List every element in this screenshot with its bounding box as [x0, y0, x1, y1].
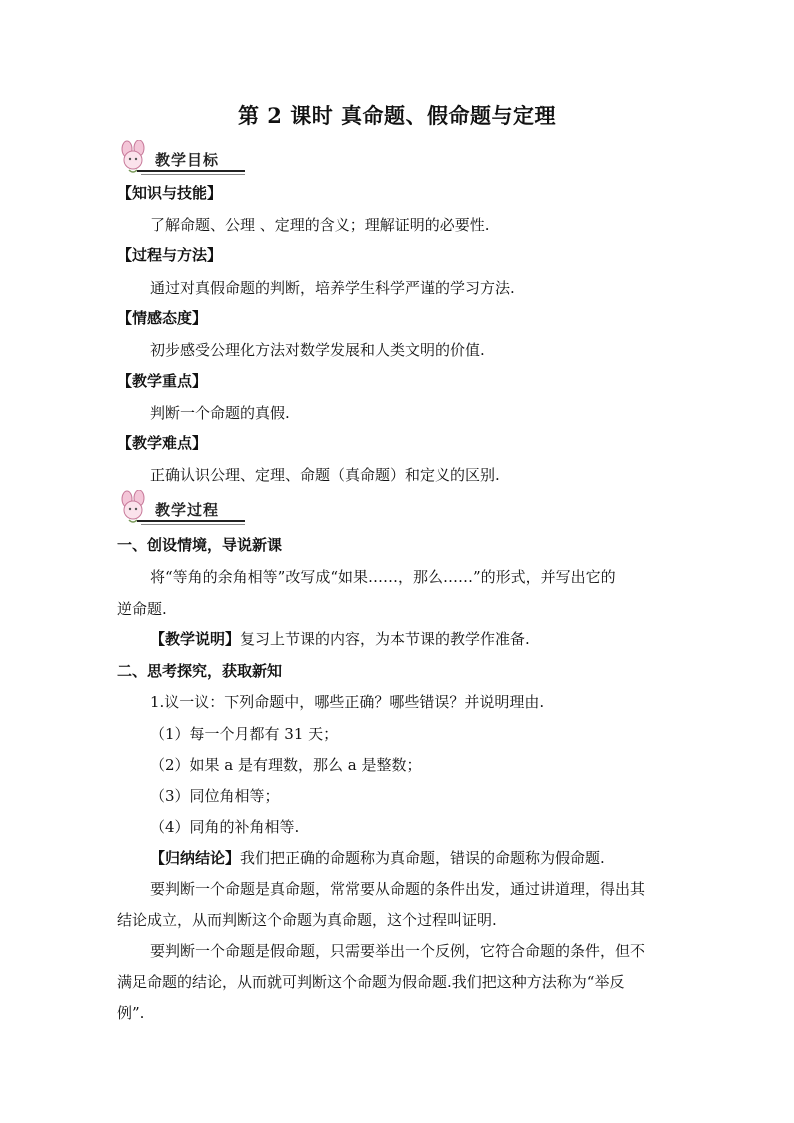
section-badge-process [117, 496, 245, 526]
text-knowledge: 了解命题、公理 、定理的含义；理解证明的必要性. [150, 216, 490, 234]
note-text: 复习上节课的内容，为本节课的教学作准备. [240, 630, 530, 648]
page-title: 第 2 课时 真命题、假命题与定理 [237, 103, 557, 128]
section2-paragraph3-line1: 要判断一个命题是假命题，只需要举出一个反例，它符合命题的条件，但不 [150, 942, 646, 960]
section1-paragraph-line2: 逆命题. [117, 600, 167, 618]
badge-underline-thin [141, 524, 245, 525]
section2-paragraph3-line3: 例”. [117, 1004, 145, 1022]
text-process: 通过对真假命题的判断，培养学生科学严谨的学习方法. [150, 279, 515, 297]
list-item: （4）同角的补角相等. [150, 818, 300, 836]
list-item: （1）每一个月都有 31 天； [150, 725, 339, 743]
text-attitude: 初步感受公理化方法对数学发展和人类文明的价值. [150, 341, 485, 359]
section1-note [150, 628, 530, 649]
badge-underline [137, 170, 245, 172]
badge-underline-thin [141, 174, 245, 175]
section1-paragraph-line1: 将“等角的余角相等”改写成“如果……，那么……”的形式，并写出它的 [150, 568, 616, 586]
list-item: （3）同位角相等； [150, 787, 280, 805]
heading-attitude: 【情感态度】 [117, 309, 208, 327]
text-key-point: 判断一个命题的真假. [150, 404, 290, 422]
heading-process: 【过程与方法】 [117, 246, 223, 264]
section2-question: 1.议一议：下列命题中，哪些正确？哪些错误？并说明理由. [150, 693, 545, 711]
badge-underline [137, 520, 245, 522]
badge-label: 教学目标 [155, 151, 220, 169]
section2-paragraph3-line2: 满足命题的结论，从而就可判断这个命题为假命题.我们把这种方法称为“举反 [117, 973, 625, 991]
section1-heading: 一、创设情境，导说新课 [117, 536, 283, 554]
heading-knowledge: 【知识与技能】 [117, 184, 223, 202]
section2-heading: 二、思考探究，获取新知 [117, 662, 283, 680]
badge-label: 教学过程 [155, 501, 220, 519]
section2-paragraph2-line1: 要判断一个命题是真命题，常常要从命题的条件出发，通过讲道理，得出其 [150, 880, 646, 898]
conclusion-text: 我们把正确的命题称为真命题，错误的命题称为假命题. [240, 849, 605, 867]
section2-paragraph2-line2: 结论成立，从而判断这个命题为真命题，这个过程叫证明. [117, 911, 497, 929]
list-item: （2）如果 a 是有理数，那么 a 是整数； [150, 756, 422, 774]
heading-key-point: 【教学重点】 [117, 372, 208, 390]
note-label: 【教学说明】 [150, 630, 241, 648]
section2-conclusion [150, 847, 605, 868]
conclusion-label: 【归纳结论】 [150, 849, 241, 867]
text-difficulty: 正确认识公理、定理、命题（真命题）和定义的区别. [150, 466, 500, 484]
section-badge-goals [117, 146, 245, 176]
heading-difficulty: 【教学难点】 [117, 434, 208, 452]
